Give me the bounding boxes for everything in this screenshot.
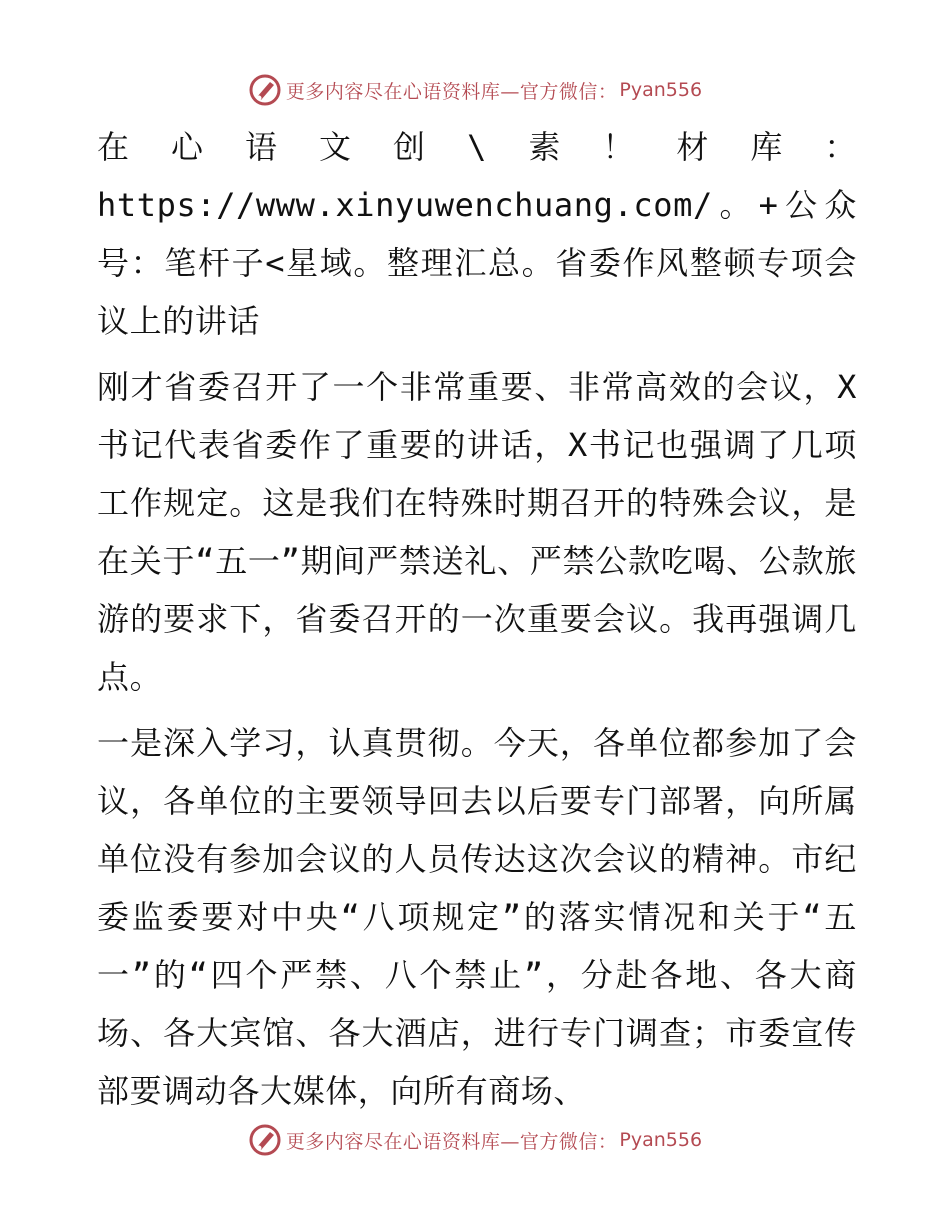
banner-text: 更多内容尽在心语资料库—官方微信：: [285, 80, 618, 103]
pen-seal-icon: [248, 73, 282, 107]
paragraph-intro: 刚才省委召开了一个非常重要、非常高效的会议，X书记代表省委作了重要的讲话，X书记也强调了几项工作规定。这是我们在特殊时期召开的特殊会议，是在关于“五一”期间严禁送礼、严禁公款吃喝、公款旅游的要求下，省委召开的一次重要会议。我再强调几点。: [97, 368, 857, 696]
document-body: [97, 118, 857, 1120]
header-banner: [0, 70, 950, 110]
pen-seal-icon: [248, 1123, 282, 1157]
banner-text: 更多内容尽在心语资料库—官方微信：: [285, 1130, 618, 1153]
banner-contact: Pyan556: [619, 1129, 703, 1151]
banner-contact: Pyan556: [619, 79, 703, 101]
paragraph-point-one: 一是深入学习，认真贯彻。今天，各单位都参加了会议，各单位的主要领导回去以后要专门部署，向所属单位没有参加会议的人员传达这次会议的精神。市纪委监委要对中央“八项规定”的落实情况和关于“五一”的“四个严禁、八个禁止”，分赴各地、各大商场、各大宾馆、各大酒店，进行专门调查；市委宣传部要调动各大媒体，向所有商场、: [97, 724, 857, 1110]
footer-banner: [0, 1120, 950, 1160]
paragraph-title: 在心语文创\素！材库：https://www.xinyuwenchuang.com/。+公众号：笔杆子<星域。整理汇总。省委作风整顿专项会议上的讲话: [97, 128, 857, 340]
